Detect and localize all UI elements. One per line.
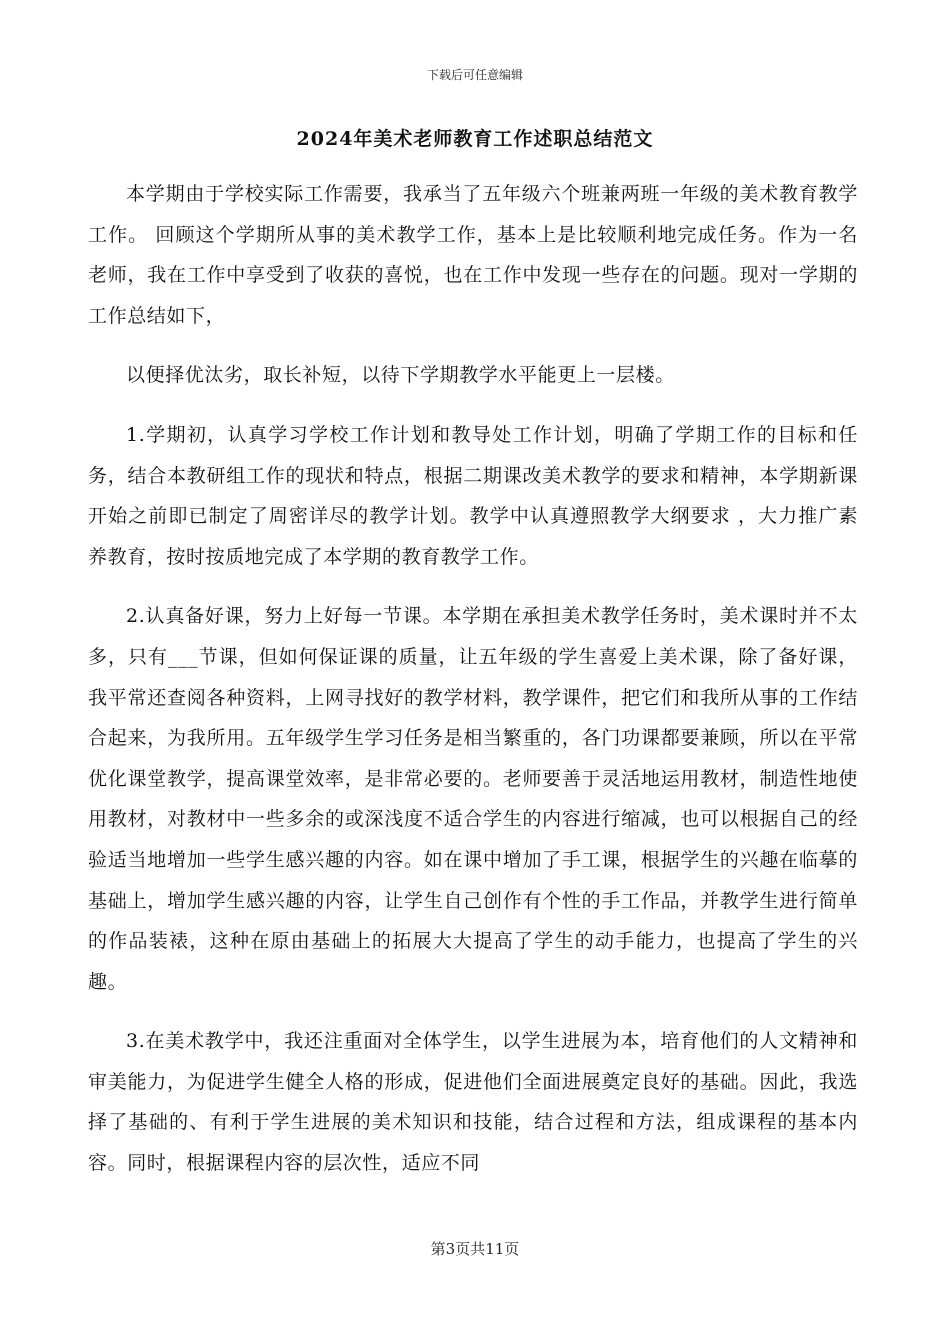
paragraph-item-2: 2.认真备好课，努力上好每一节课。本学期在承担美术教学任务时，美术课时并不太多，只有___节课，但如何保证课的质量，让五年级的学生喜爱上美术课，除了备好课，我平常还查阅各种资料，上网寻找好的教学材料，教学课件，把它们和我所从事的工作结合起来，为我所用。五年级学生学习任务是相当繁重的，各门功课都要兼顾，所以在平常优化课堂教学，提高课堂效率，是非常必要的。老师要善于灵活地运用教材，制造性地使用教材，对教材中一些多余的或深浅度不适合学生的内容进行缩减，也可以根据自己的经验适当地增加一些学生感兴趣的内容。如在课中增加了手工课，根据学生的兴趣在临摹的基础上，增加学生感兴趣的内容，让学生自己创作有个性的手工作品，并教学生进行简单的作品装裱，这种在原由基础上的拓展大大提高了学生的动手能力，也提高了学生的兴趣。 — [88, 605, 858, 993]
paragraph-item-1: 1.学期初，认真学习学校工作计划和教导处工作计划，明确了学期工作的目标和任务，结合本教研组工作的现状和特点，根据二期课改美术教学的要求和精神，本学期新课开始之前即已制定了周密详尽的教学计划。教学中认真遵照教学大纲要求 ，大力推广素养教育，按时按质地完成了本学期的教育教学工作。 — [88, 423, 858, 568]
page-number: 第3页共11页 — [430, 1240, 520, 1258]
document-body — [88, 174, 858, 1203]
header-note: 下载后可任意编辑 — [426, 68, 523, 82]
document-title: 2024年美术老师教育工作述职总结范文 — [296, 128, 654, 150]
paragraph-continuation: 以便择优汰劣，取长补短，以待下学期教学水平能更上一层楼。 — [126, 364, 675, 387]
paragraph-intro: 本学期由于学校实际工作需要，我承当了五年级六个班兼两班一年级的美术教育教学工作。 回顾这个学期所从事的美术教学工作，基本上是比较顺利地完成任务。作为一名老师，我在工作中享受到了收获的喜悦，也在工作中发现一些存在的问题。现对一学期的工作总结如下， — [88, 183, 858, 327]
paragraph-item-3: 3.在美术教学中，我还注重面对全体学生，以学生进展为本，培育他们的人文精神和审美能力，为促进学生健全人格的形成，促进他们全面进展奠定良好的基础。因此，我选择了基础的、有利于学生进展的美术知识和技能，结合过程和方法，组成课程的基本内容。同时，根据课程内容的层次性，适应不同 — [88, 1030, 858, 1175]
